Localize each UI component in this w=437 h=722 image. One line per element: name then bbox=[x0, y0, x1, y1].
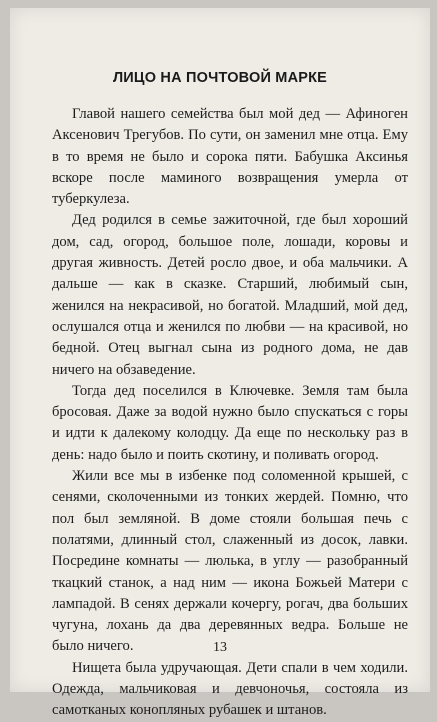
chapter-heading: ЛИЦО НА ПОЧТОВОЙ МАРКЕ bbox=[112, 70, 328, 86]
page-number: 13 bbox=[213, 640, 227, 655]
paragraph: Жили все мы в избенке под соломенной крышей, с сенями, сколоченными из тонких жердей. Помню, что пол был земляной. В доме стояли большая печь с полатями, длинный стол, слаженный из досок, лавки. Посредине комнаты — люлька, в углу — разобранный ткацкий станок, а над ним — икона Божьей Матери с лампадой. В сенях держали кочергу, рогач, два больших чугуна, лохань да два деревянных ведра. Больше не было ничего. bbox=[52, 468, 408, 655]
paragraph: Нищета была удручающая. Дети спали в чем ходили. Одежда, мальчиковая и девчоночья, состояла из самотканых конопляных рубашек и штанов. bbox=[52, 659, 408, 719]
paragraph: Главой нашего семейства был мой дед — Афиноген Аксенович Трегубов. По сути, он заменил мне отца. Ему в то время не было и сорока пяти. Бабушка Аксинья вскоре после маминого возвращения умерла от туберкулеза. bbox=[52, 106, 408, 208]
body-text bbox=[52, 104, 408, 722]
show-through-text bbox=[160, 38, 420, 56]
paragraph: Тогда дед поселился в Ключевке. Земля там была бросовая. Даже за водой нужно было спускаться с горы и идти к далекому колодцу. Да еще по нескольку раз в день: надо было и поить скотину, и поливать огород. bbox=[52, 382, 408, 463]
paragraph: Дед родился в семье зажиточной, где был хороший дом, сад, огород, большое поле, лошади, коровы и другая живность. Детей росло двое, и оба мальчики. А дальше — как в сказке. Старший, любимый сын, женился на некрасивой, но богатой. Младший, мой дед, ослушался отца и женился по любви — на красивой, но бедной. Отец выгнал сына из родного дома, не дав ничего на обзаведение. bbox=[52, 212, 408, 378]
book-page bbox=[10, 8, 430, 719]
